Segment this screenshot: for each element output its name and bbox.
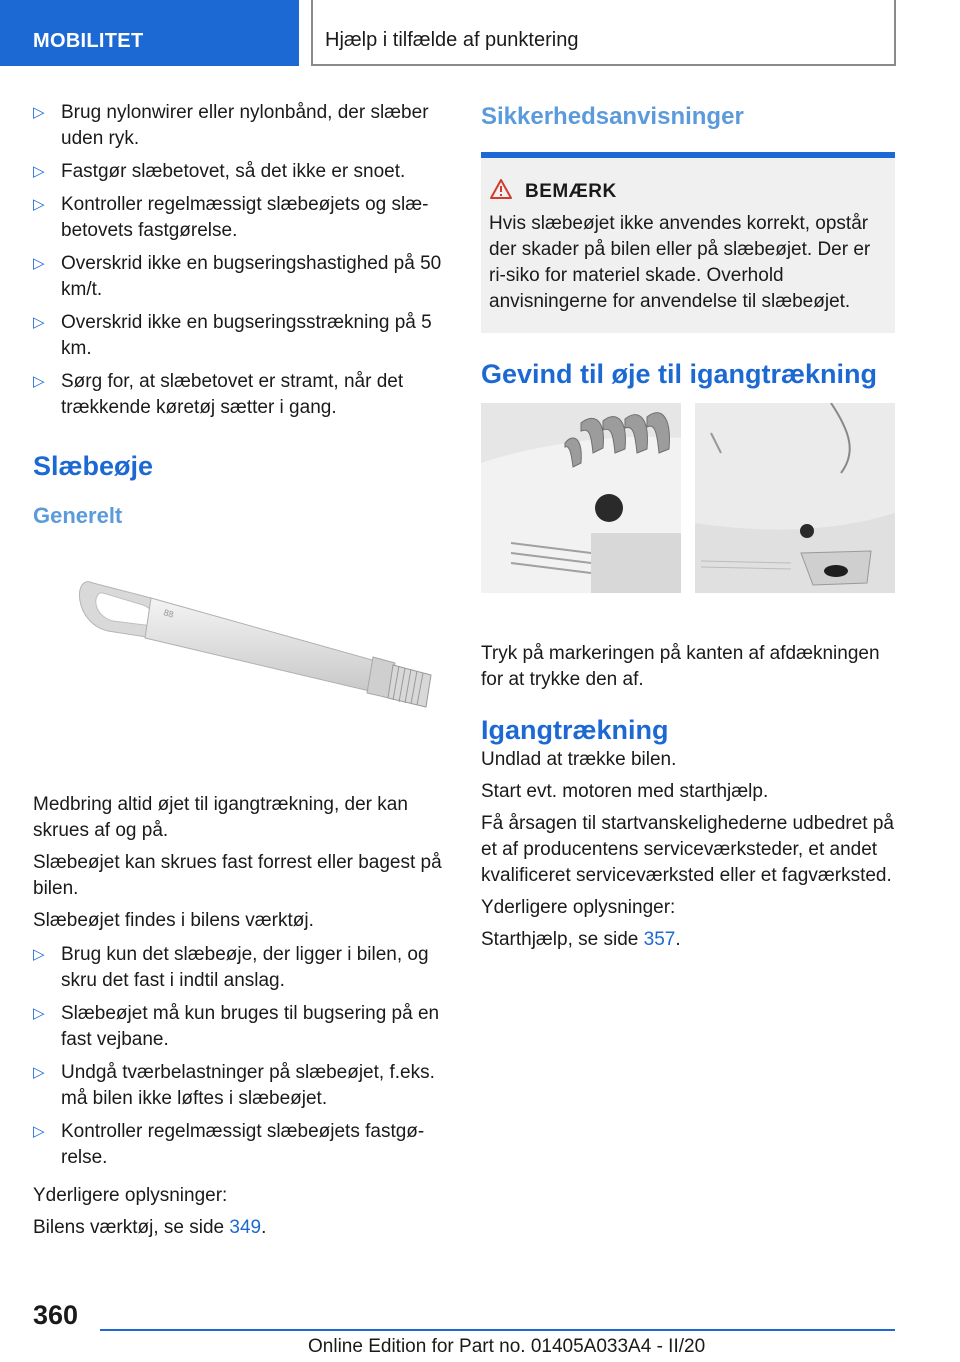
list-item: ▷ Sørg for, at slæbetovet er stramt, når det trækkende køretøj sætter i gang. [33,371,404,418]
edition-info: Online Edition for Part no. 01405A033A4 - II/20 [308,1336,706,1357]
note-header [489,178,887,205]
section-heading-thread: Gevind til øje til igangtrækning [481,359,878,389]
triangle-right-outline-icon: ▷ [33,373,45,390]
safety-heading: Sikkerhedsanvisninger [481,103,744,130]
more-info-label: Yderligere oplysninger: [481,897,676,918]
tow-eye-illustration [33,553,443,778]
cross-reference: Starthjælp, se side 357. [481,929,681,950]
triangle-right-outline-icon: ▷ [33,946,45,963]
triangle-right-outline-icon: ▷ [33,1064,45,1081]
paragraph: Medbring altid øjet til igangtrækning, der kan skrues af og på. [33,794,408,841]
more-info-label: Yderligere oplysninger: [33,1185,228,1206]
list-item: ▷ Brug kun det slæbeøje, der ligger i bilen, og skru det fast i indtil anslag. [33,944,429,991]
page-link-357[interactable]: 357 [643,929,676,950]
left-column [33,100,443,1247]
triangle-right-outline-icon: ▷ [33,1005,45,1022]
car-bumper-illustration [481,403,895,623]
note-text: Hvis slæbeøjet ikke anvendes korrekt, opstår der skader på bilen eller på slæbeøjet. Der er ri-siko for materiel skade. Overhold anvisningerne for anvendelse til slæbeøjet. [489,213,871,312]
note-title: BEMÆRK [525,180,617,202]
list-item: ▷ Undgå tværbelastninger på slæbeøjet, f.eks. må bilen ikke løftes i slæbeøjet. [33,1062,435,1109]
paragraph: Tryk på markeringen på kanten af afdækningen for at trykke den af. [481,643,880,690]
section-heading-tow-start: Igangtrækning [481,715,669,745]
list-item: ▷ Overskrid ikke en bugseringsstrækning på 5 km. [33,312,432,359]
tow-rope-bullet-list [33,100,443,421]
triangle-right-outline-icon: ▷ [33,104,45,121]
triangle-right-outline-icon: ▷ [33,314,45,331]
section-label: MOBILITET [33,30,144,52]
warning-note [481,152,895,333]
paragraph: Få årsagen til startvanskelighederne udbedret på et af producentens serviceværksteder, et andet kvalificeret serviceværksted eller et fagværksted. [481,813,894,886]
chapter-title: Hjælp i tilfælde af punktering [325,29,579,51]
paragraph: Slæbeøjet findes i bilens værktøj. [33,910,314,931]
page-number: 360 [33,1300,79,1330]
triangle-right-outline-icon: ▷ [33,255,45,272]
list-item: ▷ Slæbeøjet må kun bruges til bugsering på en fast vejbane. [33,1003,440,1050]
cross-reference: Bilens værktøj, se side 349. [33,1217,267,1238]
triangle-right-outline-icon: ▷ [33,1123,45,1140]
chapter-header [311,0,896,66]
section-heading-tow-eye: Slæbeøje [33,451,154,481]
list-item: ▷ Kontroller regelmæssigt slæbeøjets fastgø-relse. [33,1121,425,1168]
subheading-general: Generelt [33,503,123,528]
warning-triangle-icon [489,178,513,205]
right-column [481,100,895,959]
paragraph: Slæbeøjet kan skrues fast forrest eller bagest på bilen. [33,852,442,899]
triangle-right-outline-icon: ▷ [33,196,45,213]
list-item: ▷ Fastgør slæbetovet, så det ikke er snoet. [33,159,443,185]
list-item: ▷ Brug nylonwirer eller nylonbånd, der slæber uden ryk. [33,102,429,149]
footer-divider [100,1329,895,1331]
list-item: ▷ Overskrid ikke en bugseringshastighed på 50 km/t. [33,253,442,300]
svg-text:88: 88 [162,607,175,620]
section-tab [0,0,299,66]
paragraph: Undlad at trække bilen. [481,749,677,770]
tow-eye-bullet-list [33,942,443,1171]
paragraph: Start evt. motoren med starthjælp. [481,781,769,802]
triangle-right-outline-icon: ▷ [33,163,45,180]
page-link-349[interactable]: 349 [229,1217,262,1238]
list-item: ▷ Kontroller regelmæssigt slæbeøjets og slæ-betovets fastgørelse. [33,194,429,241]
